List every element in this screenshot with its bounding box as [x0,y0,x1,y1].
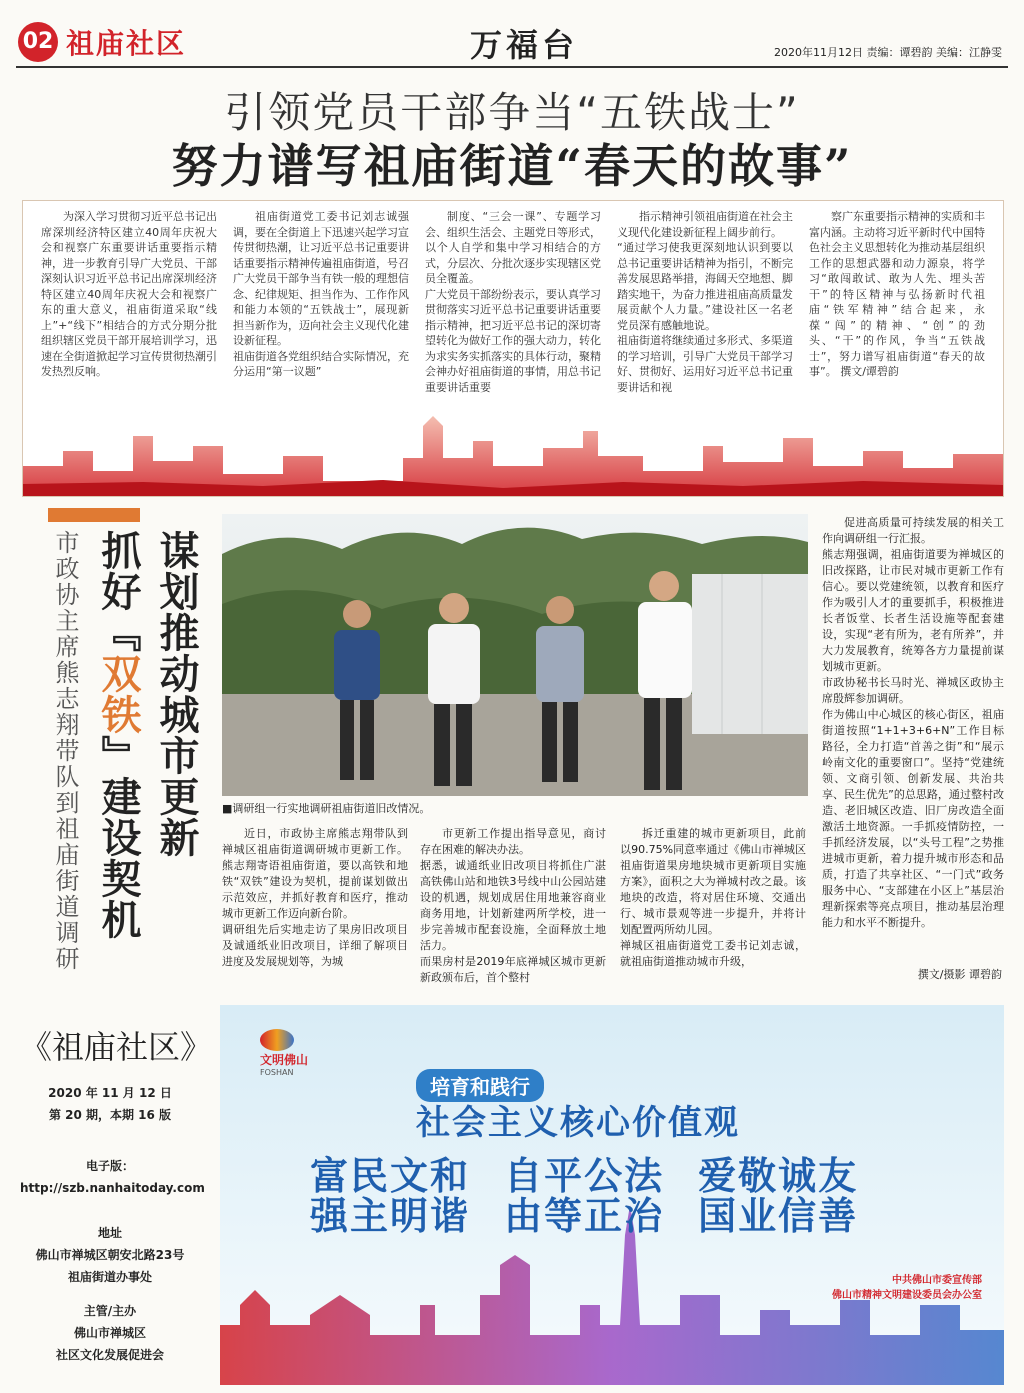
values-row-2 [310,1185,858,1240]
core-value-char: 由 [504,1194,545,1238]
core-value-char: 诚 [778,1154,819,1198]
logo-text: 文明佛山 [260,1053,309,1067]
article-1-column [41,209,217,380]
title-text: 抓好『 [95,530,142,653]
paragraph: 制度、“三会一课”、专题学习会、组织生活会、主题党日等形式，以个人自学和集中学习相结合的方式，分层次、分批次逐步实现辖区党员全覆盖。 广大党员干部纷纷表示，要认真学习贯彻落实习近平总书记重要讲话重要指示精神，把习近平总书记的深切寄望转化为做好工作的强大动力，转化为求实务实抓落实的具体行动，聚精会神办好祖庙街道的事情，用总书记重要讲话重要 [425,210,601,394]
core-value-char: 爱 [698,1154,739,1198]
article-2-title-line-2 [90,530,147,940]
logo-subtext: FOSHAN [260,1068,294,1077]
core-values-banner [220,1005,1004,1385]
paragraph: 指示精神引领祖庙街道在社会主义现代化建设新征程上阔步前行。 “通过学习使我更深刻地认识到要以总书记重要讲话精神为指引，不断完善发展思路举措，海阔天空地想、脚踏实地干，为奋力推进祖庙高质量发展贡献个人力量。”建设社区一名老党员深有感触地说。 祖庙街道将继续通过多形式、多渠道的学习培训，引导广大党员干部学习好、贯彻好、运用好习近平总书记重要讲话和视 [617,210,793,394]
article-1 [22,200,1004,497]
core-value-char: 治 [624,1194,665,1238]
core-value-char: 和 [430,1154,471,1198]
article-2-title-line-1: 谋划推动城市更新 [153,530,200,858]
banner-title: 社会主义核心价值观 [416,1103,740,1143]
article-2-column [620,826,806,970]
core-value-char: 业 [738,1194,779,1238]
sidebar-address-line1: 佛山市禅城区朝安北路23号 [35,1248,185,1262]
dateline: 2020年11月12日 责编：谭碧韵 美编：江静雯 [774,46,1002,59]
sidebar-address-label: 地址 [97,1226,122,1240]
photo-caption: ■调研组一行实地调研祖庙街道旧改情况。 [222,802,431,815]
byline: 撰文/摄影 谭碧韵 [917,968,1002,981]
headline-line-1: 引领党员干部争当“五铁战士” [224,88,800,137]
article-1-column [233,209,409,380]
section-title: 万福台 [470,26,579,64]
article-1-column [617,209,793,395]
core-value-char: 主 [350,1194,391,1238]
paragraph: 为深入学习贯彻习近平总书记出席深圳经济特区建立40周年庆祝大会和视察广东重要讲话重要指示精神，进一步教育引导广大党员、干部深刻认识习近平总书记出席深圳经济特区建立40周年庆祝大会和视察广东的重大意义，祖庙街道采取“线上”+“线下”相结合的方式分期分批组织辖区党员干部开展培训学习，迅速在全街道掀起学习宣传贯彻热潮引发热烈反响。 [41,210,217,378]
sidebar-sponsor-line2: 社区文化发展促进会 [55,1348,164,1362]
sidebar-sponsor-label: 主管/主办 [83,1304,137,1318]
core-value-char: 信 [778,1194,819,1238]
masthead-rule [16,66,1008,68]
sidebar-address-line2: 祖庙街道办事处 [67,1270,152,1284]
sidebar-epaper-label: 电子版： [85,1159,134,1173]
core-value-char: 富 [310,1154,351,1198]
core-value-char: 国 [698,1194,739,1238]
org-line: 中共佛山市委宣传部 [892,1275,982,1286]
article-2-column [222,826,408,970]
article-1-column [809,209,985,380]
paragraph: 市更新工作提出指导意见，商讨存在困难的解决办法。 据悉，诚通纸业旧改项目将抓住广湛高铁佛山站和地铁3号线中山公园站建设的机遇，规划成居住用地兼容商业商务用地，计划新建两所学校，进一步完善城市配套设施，全面释放土地活力。 而果房村是2019年底禅城区城市更新新政颁布后，首个整村 [420,827,606,984]
core-value-char: 敬 [738,1154,779,1198]
banner-logo [260,1029,308,1077]
sidebar-epaper-url[interactable]: http://szb.nanhaitoday.com [20,1181,205,1195]
sidebar-sponsor-line1: 佛山市禅城区 [73,1326,146,1340]
title-text: 』建设契机 [95,735,142,940]
core-value-char: 友 [818,1154,859,1198]
paragraph: 祖庙街道党工委书记刘志诚强调，要在全街道上下迅速兴起学习宣传贯彻热潮，让习近平总书记重要讲话重要指示精神传遍祖庙街道，号召广大党员干部争当有铁一般的理想信念、纪律规矩、担当作为、工作作风和能力本领的“五铁战士”，展现新担当新作为，迈向社会主义现代化建设新征程。 祖庙街道各党组织结合实际情况，充分运用“第一议题” [233,210,409,378]
newspaper-brand: 祖庙社区 [66,27,187,60]
core-value-char: 等 [544,1194,585,1238]
article-2-subtitle: 市政协主席熊志翔带队到祖庙街道调研 [51,530,79,972]
core-value-char: 善 [818,1194,859,1238]
core-value-char: 强 [310,1194,351,1238]
paragraph: 近日，市政协主席熊志翔带队到禅城区祖庙街道调研城市更新工作。熊志翔寄语祖庙街道，要以高铁和地铁“双铁”建设为契机，提前谋划做出示范效应，并抓好教育和医疗，推动城市更新工作迈向新台阶。 调研组先后实地走访了果房旧改项目及诚通纸业旧改项目，详细了解项目进度及发展规划等，为城 [222,827,408,968]
page-number-badge: 02 [18,22,58,62]
org-line: 佛山市精神文明建设委员会办公室 [832,1290,982,1301]
core-value-char: 自 [504,1154,545,1198]
core-value-char: 法 [624,1154,665,1198]
article-2-column [420,826,606,986]
core-value-char: 公 [584,1154,625,1198]
sidebar-issue: 第 20 期，本期 16 版 [48,1108,172,1122]
red-skyline-illustration [23,396,1003,496]
field-visit-photo [222,514,808,796]
headline-line-2: 努力谱写祖庙街道“春天的故事” [171,139,853,193]
title-highlight: 双铁 [95,653,142,735]
accent-bar [48,508,140,522]
banner-orgs [832,1271,982,1301]
paragraph: 促进高质量可持续发展的相关工作向调研组一行汇报。 熊志翔强调，祖庙街道要为禅城区的旧改探路，让市民对城市更新工作有信心。要以党建统领，以教育和医疗作为吸引人才的重要抓手，积极推进长者饭堂、长者生活设施等配套建设，实现“老有所为，老有所养”，并大力发展教育，统筹各方力量提前谋划城市更新。 市政协秘书长马时光、禅城区政协主席殷辉参加调研。 作为佛山中心城区的核心街区，祖庙街道按照“1+1+3+6+N”工作目标路径，全力打造“首善之街”和“展示岭南文化的重要窗口”。坚持“党建统领、文商引领、创新发展、共治共享、民生优先”的总思路，通过整村改造、老旧城区改造、旧厂房改造全面激活土地资源。一手抓疫情防控，一手抓经济发展，以“头号工程”之势推进城市更新，着力提升城市形态和品质，打造了共享社区、“一门式”政务服务中心、“支部建在小区上”基层治理新探索等亮点项目，推动基层治理能力和水平不断提升。 [822,516,1004,929]
core-value-char: 正 [584,1194,625,1238]
paragraph: 察广东重要指示精神的实质和丰富内涵。主动将习近平新时代中国特色社会主义思想转化为推动基层组织工作的思想武器和动力源泉，将学习“敢闯敢试、敢为人先、埋头苦干”的特区精神与弘扬新时代祖庙“铁军精神”结合起来，永葆“闯”的精神、“创”的劲头、“干”的作风，争当“五铁战士”，努力谱写祖庙街道“春天的故事”。 撰文/谭碧韵 [809,210,985,378]
core-value-char: 平 [544,1154,585,1198]
core-value-char: 文 [390,1154,431,1198]
logo-icon [260,1029,294,1051]
core-value-char: 明 [390,1194,431,1238]
article-1-column [425,209,601,395]
paragraph: 拆迁重建的城市更新项目，此前以90.75%同意率通过《佛山市禅城区祖庙街道果房地块城市更新项目实施方案》，面积之大为禅城村改之最。该地块的改造，将对居住环境、交通出行、城市景观等进一步提升，并将计划配置两所幼儿园。 禅城区祖庙街道党工委书记刘志诚，就祖庙街道推动城市升级， [620,827,806,968]
core-value-char: 谐 [430,1194,471,1238]
banner-kicker: 培育和践行 [416,1069,544,1102]
sidebar-date: 2020 年 11 月 12 日 [48,1086,172,1100]
core-value-char: 民 [350,1154,391,1198]
article-2-right-column [822,515,1004,931]
sidebar-title: 《祖庙社区》 [20,1028,213,1066]
